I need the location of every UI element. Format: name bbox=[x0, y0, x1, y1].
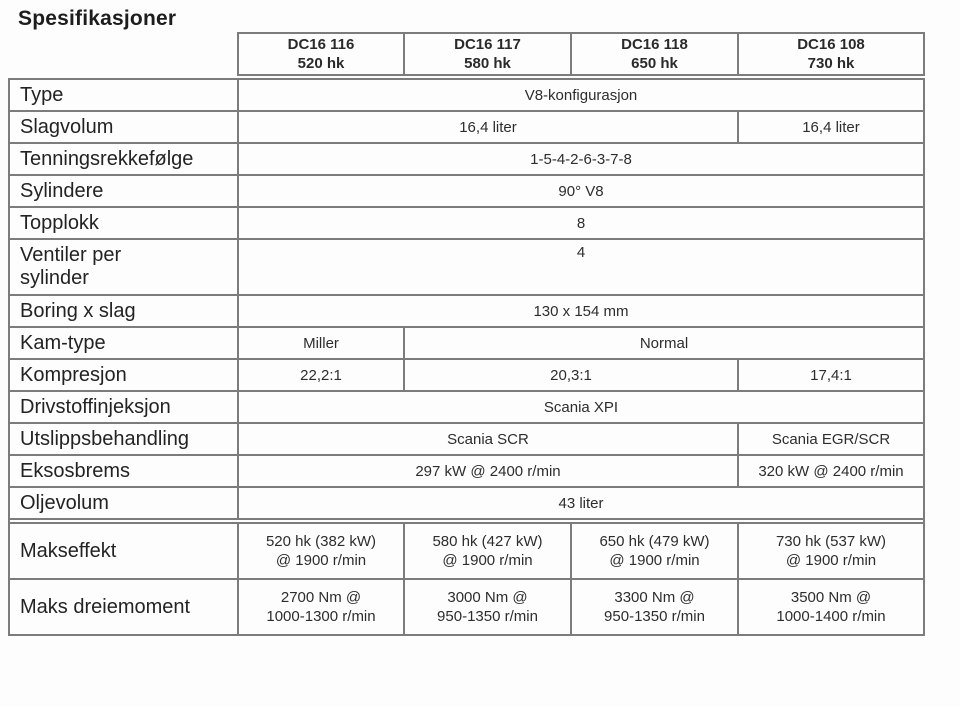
text-line: @ 1900 r/min bbox=[785, 552, 877, 569]
spec-row-1 bbox=[9, 111, 924, 143]
value-cell bbox=[238, 111, 738, 143]
row-label bbox=[9, 359, 238, 391]
text-line: Utslippsbehandling bbox=[20, 427, 190, 450]
text-line: 3000 Nm @ bbox=[447, 589, 528, 606]
text-line: @ 1900 r/min bbox=[609, 552, 700, 569]
text-line: Topplokk bbox=[20, 211, 99, 234]
spec-row-12 bbox=[9, 487, 924, 519]
row-label bbox=[9, 175, 238, 207]
text-line: Kam-type bbox=[20, 331, 106, 354]
value-cell bbox=[404, 327, 924, 359]
text-line: Ventiler per bbox=[20, 244, 122, 266]
text-line: Scania XPI bbox=[543, 398, 619, 416]
text-line: Kompresjon bbox=[20, 363, 127, 386]
header-model: DC16 108 bbox=[797, 36, 865, 53]
spec-row-0 bbox=[9, 79, 924, 111]
value-cell bbox=[571, 579, 738, 635]
column-header-3 bbox=[571, 33, 738, 75]
row-label bbox=[9, 239, 238, 295]
value-cell bbox=[238, 423, 738, 455]
text-line: 1000-1300 r/min bbox=[266, 608, 376, 625]
page-title: Spesifikasjoner bbox=[18, 7, 177, 30]
text-line: 4 bbox=[576, 244, 586, 261]
text-line: 580 hk (427 kW) bbox=[432, 533, 543, 550]
row-label bbox=[9, 207, 238, 239]
header-corner bbox=[9, 33, 238, 75]
text-line: Eksosbrems bbox=[20, 459, 131, 482]
text-line: 22,2:1 bbox=[300, 366, 342, 384]
text-line: Oljevolum bbox=[20, 491, 109, 514]
text-line: Drivstoffinjeksjon bbox=[20, 395, 171, 418]
spec-table bbox=[8, 32, 925, 636]
text-line: Slagvolum bbox=[20, 115, 114, 138]
value-cell bbox=[238, 143, 924, 175]
row-label bbox=[9, 143, 238, 175]
spec-row-14 bbox=[9, 579, 924, 635]
text-line: @ 1900 r/min bbox=[275, 552, 367, 569]
value-cell bbox=[238, 327, 404, 359]
text-line: 1000-1400 r/min bbox=[776, 608, 886, 625]
spec-table-body bbox=[9, 33, 924, 635]
text-line: sylinder bbox=[20, 267, 89, 289]
spec-row-13 bbox=[9, 523, 924, 579]
column-header-2 bbox=[404, 33, 571, 75]
text-line: @ 1900 r/min bbox=[442, 552, 533, 569]
text-line: 297 kW @ 2400 r/min bbox=[415, 462, 561, 480]
text-line: 20,3:1 bbox=[550, 366, 592, 384]
text-line: 3500 Nm @ bbox=[790, 589, 872, 606]
text-line: 950-1350 r/min bbox=[604, 608, 705, 625]
value-cell bbox=[238, 487, 924, 519]
header-model: DC16 118 bbox=[621, 36, 688, 53]
value-cell bbox=[238, 295, 924, 327]
text-line: 130 x 154 mm bbox=[533, 302, 629, 320]
value-cell bbox=[238, 239, 924, 295]
text-line: Scania SCR bbox=[447, 430, 529, 448]
value-cell bbox=[238, 579, 404, 635]
text-line: Tenningsrekkefølge bbox=[20, 147, 194, 170]
spec-row-3 bbox=[9, 175, 924, 207]
text-line: 950-1350 r/min bbox=[437, 608, 538, 625]
spec-row-4 bbox=[9, 207, 924, 239]
text-line: Type bbox=[20, 83, 64, 106]
text-line: Scania EGR/SCR bbox=[771, 430, 891, 448]
header-model: DC16 117 bbox=[454, 36, 521, 53]
header-model: DC16 116 bbox=[287, 36, 355, 53]
text-line: 1-5-4-2-6-3-7-8 bbox=[530, 150, 632, 168]
column-header-4 bbox=[738, 33, 924, 75]
text-line: 17,4:1 bbox=[810, 366, 852, 384]
value-cell bbox=[404, 359, 738, 391]
row-label bbox=[9, 455, 238, 487]
row-label bbox=[9, 523, 238, 579]
text-line: 2700 Nm @ bbox=[280, 589, 362, 606]
text-line: Makseffekt bbox=[20, 539, 117, 562]
value-cell bbox=[404, 523, 571, 579]
text-line: Normal bbox=[639, 334, 689, 352]
spec-row-10 bbox=[9, 423, 924, 455]
spec-row-8 bbox=[9, 359, 924, 391]
value-cell bbox=[571, 523, 738, 579]
value-cell bbox=[238, 79, 924, 111]
value-cell bbox=[238, 391, 924, 423]
spec-row-5 bbox=[9, 239, 924, 295]
value-cell bbox=[404, 579, 571, 635]
spec-row-11 bbox=[9, 455, 924, 487]
text-line: Sylindere bbox=[20, 179, 104, 202]
value-cell bbox=[738, 111, 924, 143]
header-row bbox=[9, 33, 924, 75]
text-line: 520 hk (382 kW) bbox=[265, 533, 377, 550]
value-cell bbox=[238, 207, 924, 239]
text-line: 320 kW @ 2400 r/min bbox=[758, 462, 904, 480]
text-line: 8 bbox=[576, 214, 586, 232]
text-line: 43 liter bbox=[558, 494, 604, 512]
value-cell bbox=[738, 523, 924, 579]
text-line: Miller bbox=[303, 334, 339, 352]
column-header-1 bbox=[238, 33, 404, 75]
value-cell bbox=[738, 423, 924, 455]
row-label bbox=[9, 327, 238, 359]
row-label bbox=[9, 423, 238, 455]
spec-row-7 bbox=[9, 327, 924, 359]
text-line: 16,4 liter bbox=[459, 118, 517, 136]
header-power: 520 hk bbox=[297, 55, 345, 72]
text-line: 730 hk (537 kW) bbox=[775, 533, 887, 550]
row-label bbox=[9, 79, 238, 111]
header-power: 730 hk bbox=[807, 55, 855, 72]
text-line: 3300 Nm @ bbox=[614, 589, 695, 606]
spec-row-2 bbox=[9, 143, 924, 175]
row-label bbox=[9, 111, 238, 143]
value-cell bbox=[238, 523, 404, 579]
header-power: 650 hk bbox=[631, 55, 678, 72]
value-cell bbox=[238, 455, 738, 487]
value-cell bbox=[738, 455, 924, 487]
row-label bbox=[9, 295, 238, 327]
spec-row-6 bbox=[9, 295, 924, 327]
text-line: 90° V8 bbox=[558, 182, 604, 200]
row-label bbox=[9, 487, 238, 519]
row-label bbox=[9, 391, 238, 423]
text-line: 650 hk (479 kW) bbox=[599, 533, 710, 550]
row-label bbox=[9, 579, 238, 635]
text-line: V8-konfigurasjon bbox=[524, 86, 638, 104]
spec-row-9 bbox=[9, 391, 924, 423]
value-cell bbox=[238, 175, 924, 207]
text-line: Maks dreiemoment bbox=[20, 595, 191, 618]
header-power: 580 hk bbox=[464, 55, 511, 72]
value-cell bbox=[238, 359, 404, 391]
value-cell bbox=[738, 359, 924, 391]
value-cell bbox=[738, 579, 924, 635]
text-line: Boring x slag bbox=[20, 299, 136, 322]
text-line: 16,4 liter bbox=[802, 118, 860, 136]
